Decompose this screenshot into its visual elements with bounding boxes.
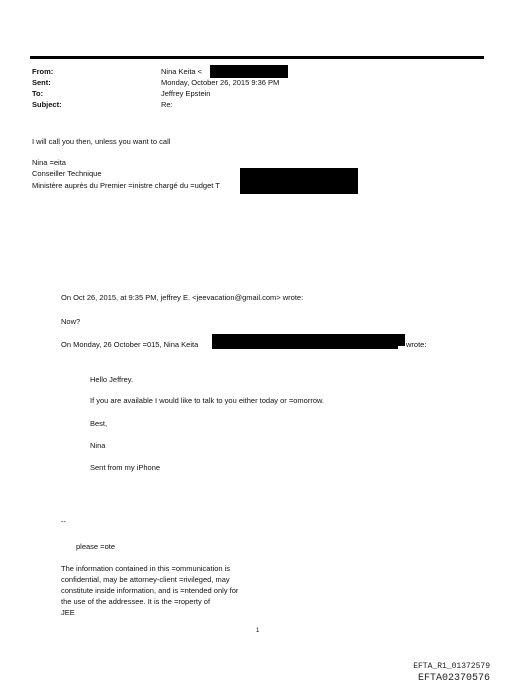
subject-label: Subject:: [32, 100, 62, 109]
quote-header-2: On Monday, 26 October =015, Nina Keita: [61, 340, 199, 349]
quote-header-2-suffix: wrote:: [406, 340, 427, 349]
sent-from: Sent from my iPhone: [90, 463, 161, 472]
body-line: I will call you then, unless you want to call: [32, 137, 171, 146]
redaction-from-email: [210, 65, 288, 78]
page-number: 1: [256, 628, 260, 634]
signature-name: Nina =eita: [32, 158, 66, 167]
greeting: Hello Jeffrey.: [90, 375, 134, 384]
signature-ministry: Ministère auprès du Premier =inistre chargé du =udget T: [32, 181, 220, 190]
quote-text: Now?: [61, 317, 81, 326]
sent-value: Monday, October 26, 2015 9:36 PM: [161, 78, 280, 87]
disclaimer-line-1: The information contained in this =ommunication is: [61, 564, 231, 573]
please-note: please =ote: [76, 542, 115, 551]
redaction-email-2: [212, 343, 398, 349]
disclaimer-line-2: confidential, may be attorney-client =rivileged, may: [61, 575, 230, 584]
from-value: Nina Keita <: [161, 67, 203, 76]
redaction-signature: [240, 168, 358, 194]
header-rule: [30, 56, 484, 59]
sent-label: Sent:: [32, 78, 51, 87]
quote-header: On Oct 26, 2015, at 9:35 PM, jeffrey E. <jeevacation@gmail.com> wrote:: [61, 293, 304, 302]
disclaimer-line-5: JEE: [61, 608, 75, 617]
disclaimer-line-3: constitute inside information, and is =ntended only for: [61, 586, 239, 595]
bates-number-2: EFTA02370576: [417, 673, 490, 684]
from-label: From:: [32, 67, 54, 76]
closing: Best,: [90, 419, 108, 428]
closing-name: Nina: [90, 441, 106, 450]
signature-dashes: --: [61, 517, 66, 526]
to-label: To:: [32, 89, 44, 98]
to-value: Jeffrey Epstein: [161, 89, 211, 98]
subject-value: Re:: [161, 100, 173, 109]
request-line: If you are available I would like to talk to you either today or =omorrow.: [90, 396, 325, 405]
signature-title: Conseiller Technique: [32, 169, 102, 178]
disclaimer-line-4: the use of the addressee. It is the =roperty of: [61, 597, 211, 606]
bates-number-1: EFTA_R1_01372579: [413, 662, 490, 671]
